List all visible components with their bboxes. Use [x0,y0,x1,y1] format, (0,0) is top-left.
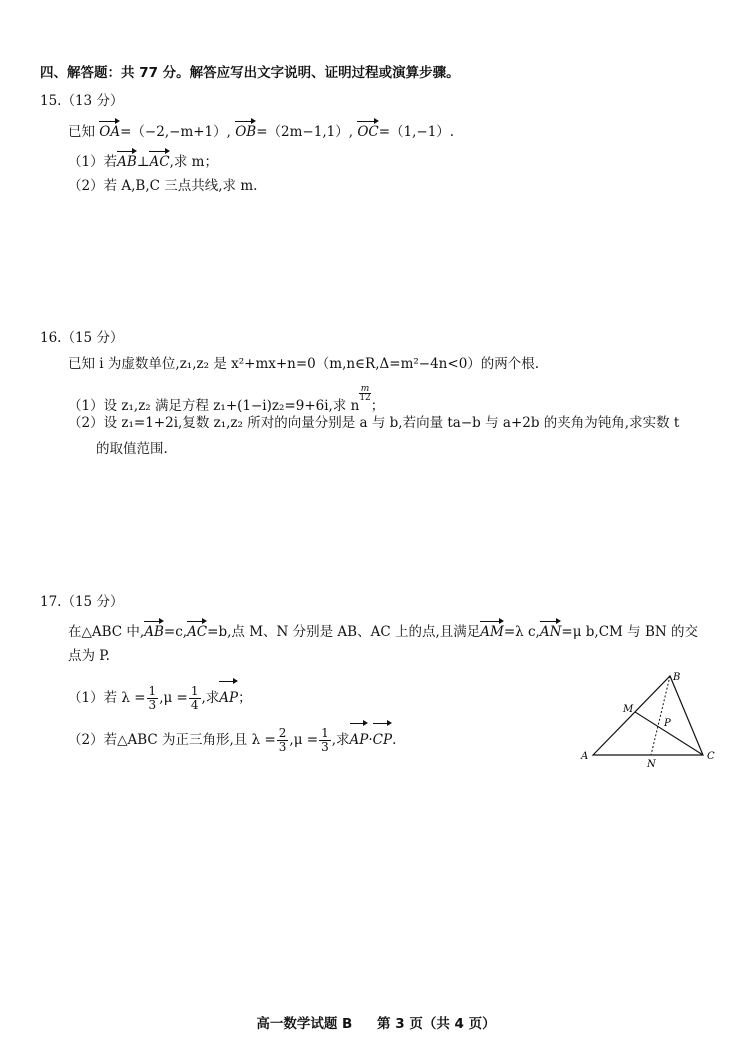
q15-part1-prefix: （1）若 [68,154,118,170]
label-a: A [581,751,589,762]
frac-den: 4 [190,698,199,712]
label-p: P [664,718,671,729]
footer-title: 高一数学试题 B [256,1016,353,1032]
label-n: N [647,759,656,770]
exponent-numerator: m [360,384,370,394]
q15-part1-suffix: ,求 m； [169,154,218,170]
oc-value: =（1,−1）. [378,124,455,140]
frac-num: 1 [148,684,157,698]
dot-product-symbol: · [368,732,373,748]
q17-part1-mid: ,μ = [159,690,188,706]
eq-b: =b,点 M、N 分别是 AB、AC 上的点,且满足 [207,624,481,640]
q16-part1-prefix: （1）设 z₁,z₂ 满足方程 z₁+(1−i)z₂=9+6i,求 n [68,398,360,414]
q16-part2-line2: 的取值范围. [96,441,168,457]
q17-part2-end: . [392,732,397,748]
vector-ac: AC [149,150,169,171]
frac-den: 3 [321,740,329,754]
label-m: M [623,704,634,715]
exponent-denominator: 12 [359,393,371,403]
q15-intro [68,120,454,141]
q17-part2-prefix: （2）若△ABC 为正三角形,且 λ = [68,732,276,748]
q17-part2-mid: ,μ = [289,732,319,748]
frac-num: 1 [190,684,199,698]
q15-part2: （2）若 A,B,C 三点共线,求 m. [68,178,258,194]
eq-c: =c, [163,624,188,640]
frac-num: 2 [278,726,287,740]
perp-symbol: ⊥ [136,154,150,170]
q17-number: 17.（15 分） [40,594,124,610]
q16-part1 [68,385,384,415]
vector-oc: OC [357,120,378,141]
q16-intro: 已知 i 为虚数单位,z₁,z₂ 是 x²+mx+n=0（m,n∈R,Δ=m²−4n<0）的两个根. [68,356,540,372]
triangle-abc [593,676,703,755]
q15-part1 [68,150,218,171]
label-c: C [707,751,715,762]
frac-den: 3 [148,698,157,712]
vector-ab: AB [117,150,137,171]
oa-value: =（−2,−m+1）, [120,124,231,140]
fraction-mu-2 [319,727,331,754]
vector-ac-17: AC [187,620,207,641]
eq-lambda-c: =λ c, [503,624,540,640]
ob-value: =（2m−1,1）, [256,124,354,140]
vector-an: AN [540,620,562,641]
footer-page: 第 3 页（共 4 页） [377,1016,496,1032]
segment-bn [651,676,670,755]
q17-part1-end: ； [238,690,252,706]
q16-number: 16.（15 分） [40,330,124,346]
q17-line2: 点为 P. [68,648,110,664]
frac-num: 1 [321,726,329,740]
section-header: 四、解答题：共 77 分。解答应写出文字说明、证明过程或演算步骤。 [40,65,460,81]
q17-line1 [68,620,698,641]
vector-ob: OB [235,120,256,141]
vector-ap: AP [219,680,238,713]
triangle-figure [575,668,735,778]
fraction-lambda-2 [277,727,289,754]
fraction-mu-1 [189,685,201,712]
q17-part2 [68,722,396,755]
q17-part1-ask: ,求 [201,690,220,706]
q17-part1 [68,680,252,713]
vector-cp: CP [373,722,392,755]
label-b: B [673,672,681,683]
q16-part1-suffix: ； [370,398,385,414]
q17-line1-a: 在△ABC 中, [68,624,145,640]
q15-intro-prefix: 已知 [68,124,95,140]
q16-part2-line1: （2）设 z₁=1+2i,复数 z₁,z₂ 所对的向量分别是 a 与 b,若向量 ta−b 与 a+2b 的夹角为钝角,求实数 t [68,415,680,431]
vector-oa: OA [99,120,120,141]
page-footer [0,1012,752,1032]
eq-mu-b: =μ b,CM 与 BN 的交 [561,624,698,640]
q17-part2-ask: ,求 [331,732,350,748]
q17-part1-prefix: （1）若 λ = [68,690,146,706]
fraction-lambda-1 [147,685,159,712]
frac-den: 3 [278,740,287,754]
vector-ab-17: AB [144,620,164,641]
vector-am: AM [480,620,504,641]
q15-number: 15.（13 分） [40,93,124,109]
vector-ap-2: AP [350,722,369,755]
